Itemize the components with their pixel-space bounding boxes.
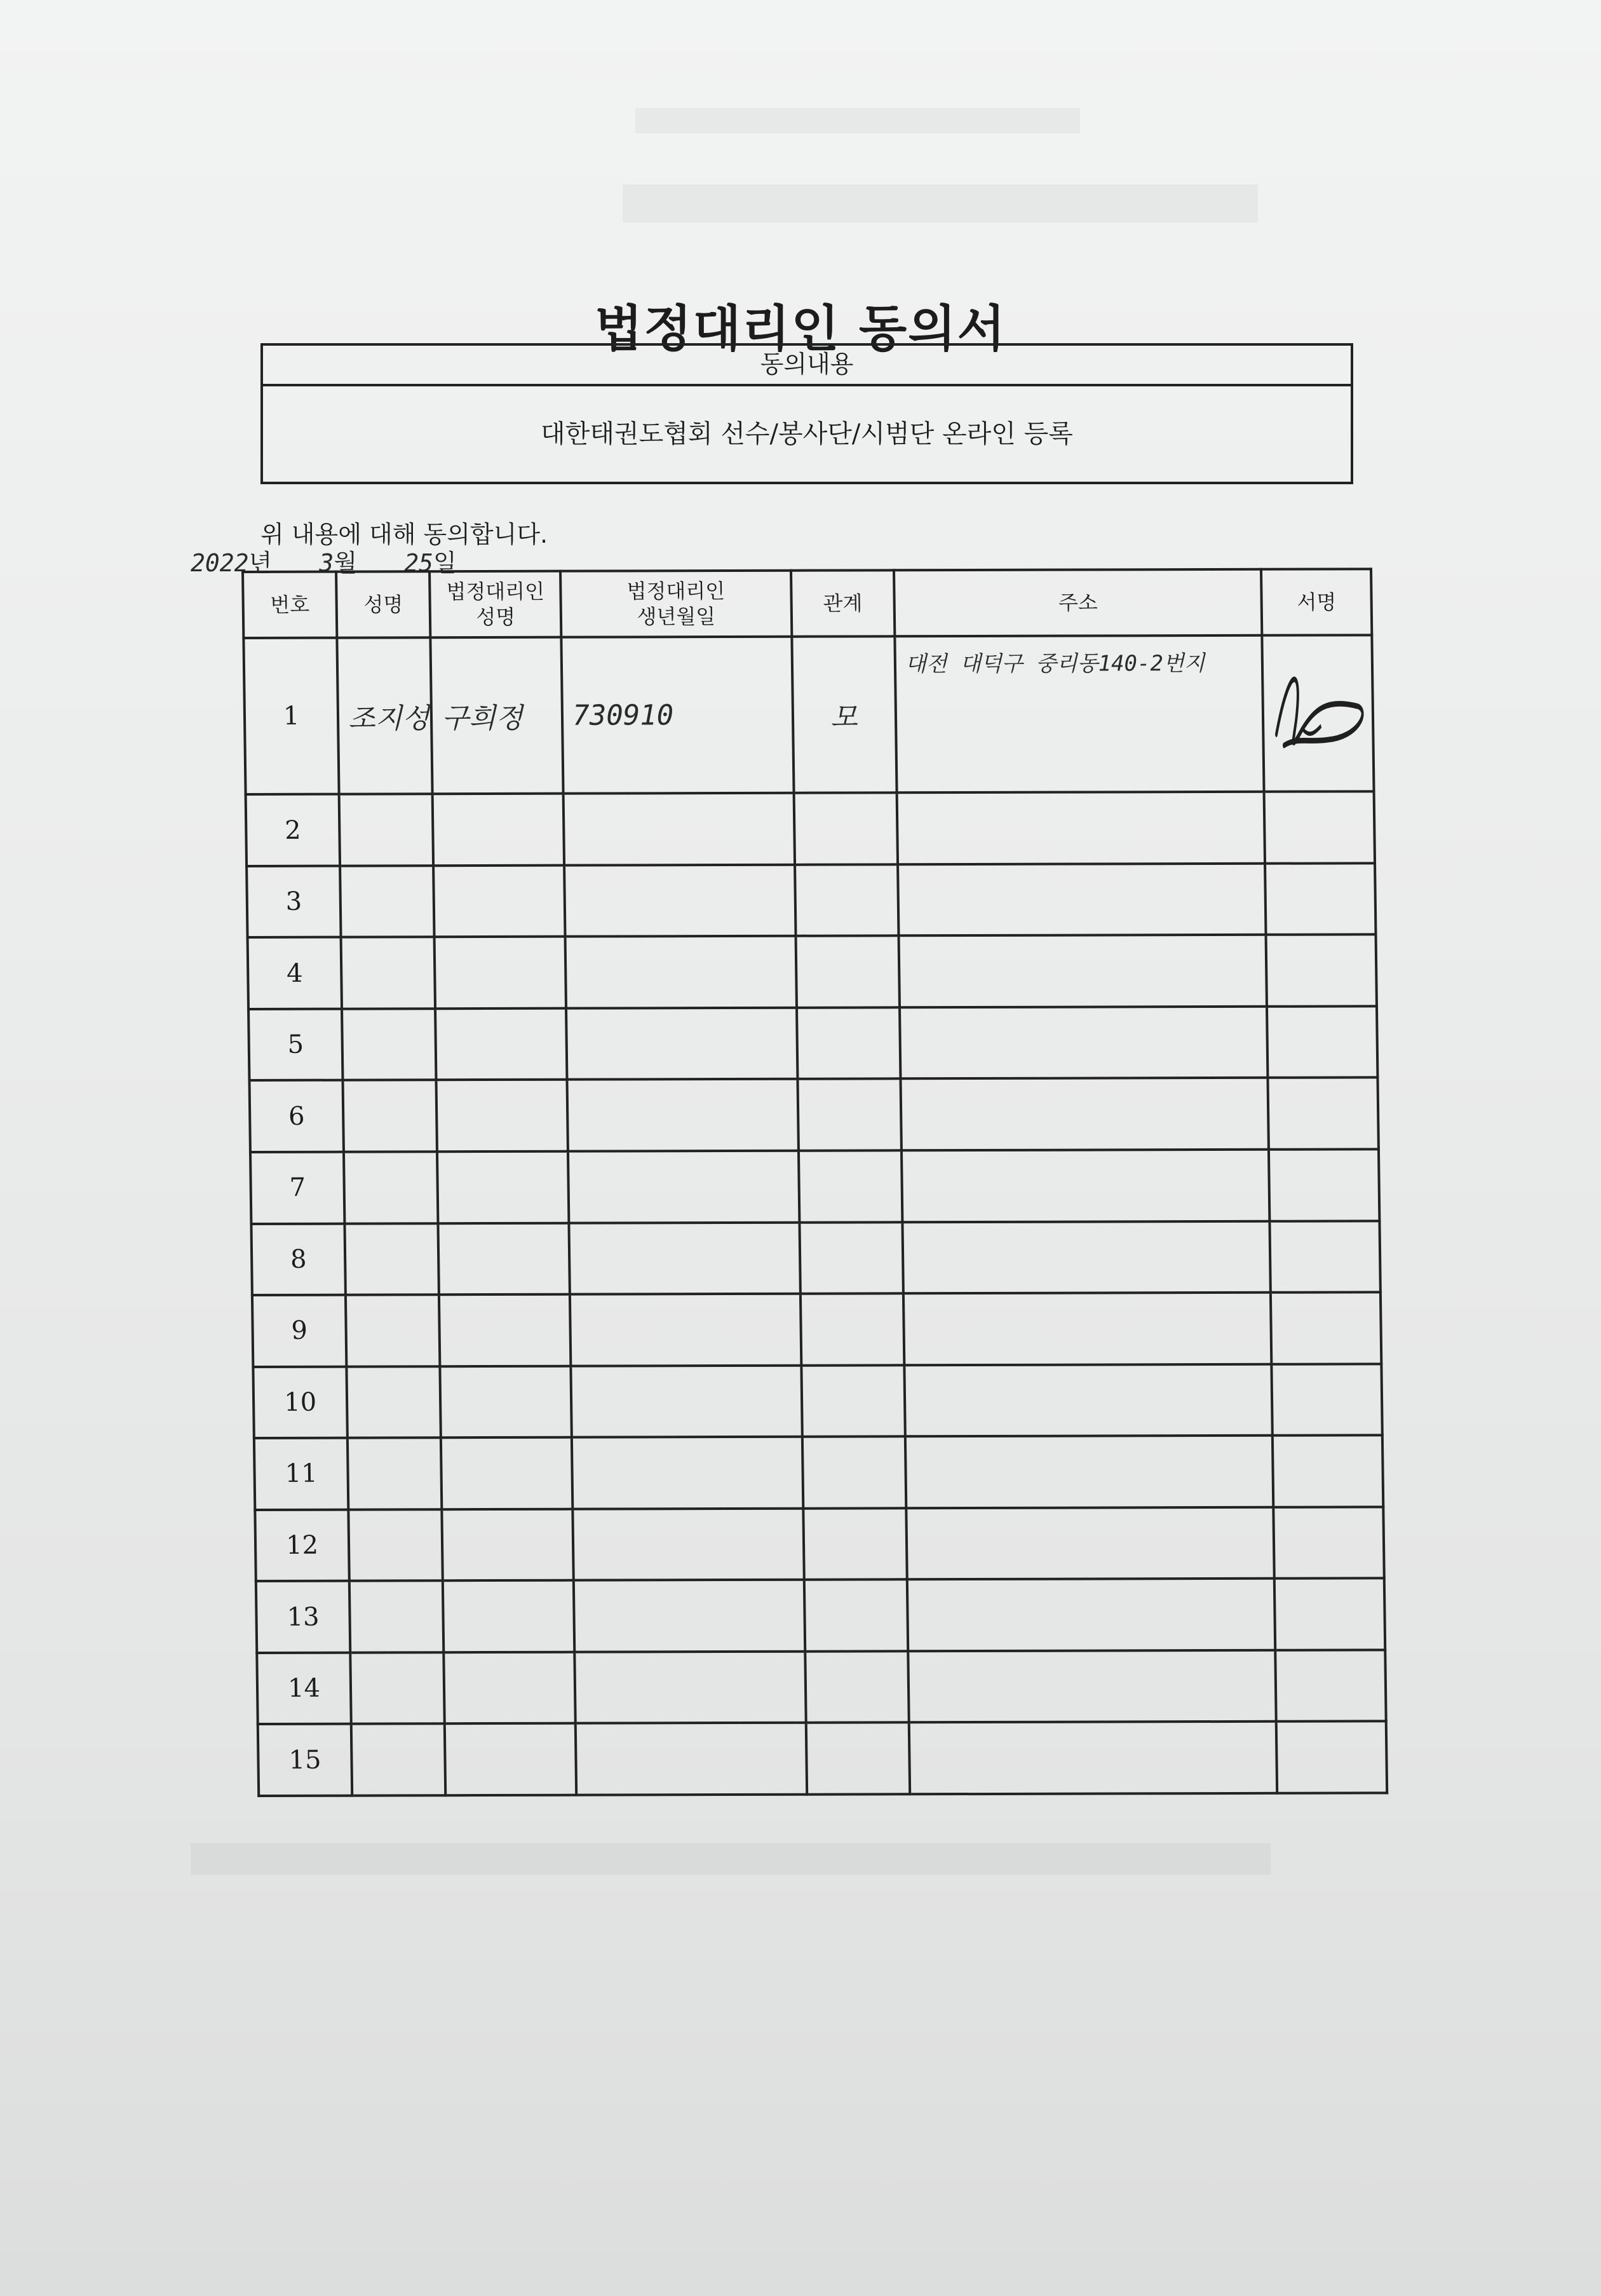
- cell-guardian-name: [440, 1366, 572, 1437]
- cell-relation: 모: [792, 636, 897, 793]
- document-title: 법정대리인 동의서: [595, 300, 1006, 358]
- cell-guardian-name: [437, 1151, 569, 1223]
- cell-address: [906, 1507, 1274, 1580]
- cell-guardian-name: [441, 1437, 572, 1509]
- cell-signature: [1271, 1292, 1381, 1364]
- cell-guardian-name: [436, 1080, 568, 1151]
- cell-address: [902, 1221, 1271, 1293]
- header-no: 번호: [243, 572, 337, 638]
- cell-signature: [1274, 1507, 1384, 1579]
- cell-signature: [1272, 1364, 1382, 1436]
- header-relation: 관계: [791, 570, 895, 636]
- cell-no: 2: [246, 794, 341, 866]
- table-row: [258, 1722, 1387, 1796]
- cell-name: [344, 1151, 438, 1223]
- date-year-value: 2022: [191, 549, 249, 577]
- cell-no: 14: [257, 1652, 351, 1724]
- table-row: [251, 1221, 1380, 1295]
- cell-name: [348, 1509, 443, 1581]
- cell-guardian-birth: [571, 1365, 802, 1437]
- cell-guardian-birth: [573, 1508, 804, 1580]
- cell-relation: [806, 1723, 910, 1795]
- cell-address: [909, 1722, 1278, 1794]
- guardian-table: [241, 567, 1388, 1797]
- cell-no: 15: [258, 1724, 353, 1796]
- cell-signature: [1268, 1078, 1379, 1150]
- header-name: 성명: [336, 571, 430, 637]
- cell-relation: [803, 1508, 907, 1580]
- cell-relation: [795, 864, 899, 936]
- cell-signature: [1276, 1650, 1386, 1722]
- cell-address: [900, 1078, 1269, 1150]
- cell-guardian-birth: [574, 1580, 805, 1652]
- cell-relation: [805, 1651, 909, 1723]
- cell-no: 3: [247, 866, 341, 937]
- cell-no: 11: [254, 1438, 349, 1510]
- cell-no: 12: [255, 1509, 349, 1581]
- table-row: [253, 1364, 1382, 1438]
- cell-relation: [797, 1079, 902, 1151]
- cell-address: [898, 935, 1267, 1007]
- cell-no: 8: [251, 1223, 346, 1295]
- cell-guardian-birth: [564, 865, 795, 937]
- cell-address: [898, 864, 1266, 936]
- cell-no: 4: [248, 937, 342, 1009]
- cell-relation: [797, 1007, 901, 1079]
- cell-guardian-birth: [576, 1723, 807, 1795]
- cell-relation: [799, 1150, 903, 1222]
- cell-signature: [1270, 1221, 1381, 1293]
- header-guardian-name-line2: 성명: [476, 604, 516, 630]
- consent-box-content: 대한태권도협회 선수/봉사단/시범단 온라인 등록: [541, 419, 1073, 449]
- header-guardian-name-line1: 법정대리인: [446, 579, 545, 604]
- date-month-unit: 월: [334, 549, 358, 577]
- bleed-through-mark: [623, 184, 1258, 222]
- cell-signature: [1262, 635, 1374, 792]
- cell-guardian-name: [439, 1294, 571, 1366]
- cell-guardian-birth: [568, 1151, 799, 1223]
- cell-guardian-name: [443, 1580, 574, 1652]
- cell-guardian-birth: [567, 1079, 799, 1151]
- cell-name: [347, 1366, 442, 1438]
- cell-address: [900, 1007, 1268, 1079]
- cell-relation: [800, 1293, 904, 1365]
- cell-name: [349, 1581, 444, 1653]
- cell-guardian-name: [442, 1509, 574, 1580]
- date-day-unit: 일: [433, 549, 457, 577]
- table-row: [250, 1149, 1379, 1223]
- cell-relation: [804, 1580, 908, 1652]
- table-row: [254, 1436, 1383, 1510]
- cell-name: [340, 866, 435, 937]
- cell-name: [342, 1009, 436, 1080]
- cell-relation: [802, 1436, 906, 1508]
- table-row: [247, 863, 1375, 937]
- cell-name: [351, 1724, 446, 1796]
- cell-guardian-name: [433, 794, 564, 866]
- cell-relation: [794, 793, 898, 865]
- cell-signature: [1266, 935, 1377, 1007]
- cell-signature: [1274, 1579, 1385, 1650]
- table-row: [246, 792, 1375, 866]
- cell-signature: [1264, 792, 1375, 864]
- table-row: [243, 635, 1374, 794]
- table-body: [243, 635, 1387, 1796]
- date-day-value: 25: [404, 549, 433, 577]
- table-row: [252, 1292, 1381, 1366]
- cell-address: [905, 1436, 1274, 1508]
- date-month-value: 3: [319, 549, 334, 577]
- cell-name: [346, 1294, 440, 1366]
- header-address: 주소: [894, 569, 1262, 637]
- cell-address: [904, 1364, 1273, 1436]
- cell-name: [343, 1080, 438, 1152]
- cell-guardian-name: [445, 1723, 576, 1795]
- table-row: [256, 1579, 1385, 1653]
- cell-guardian-name: [435, 937, 566, 1009]
- cell-name: 조지성: [337, 637, 433, 794]
- cell-guardian-name: [433, 865, 565, 937]
- header-guardian-birth: [560, 571, 792, 637]
- cell-signature: [1267, 1006, 1377, 1078]
- cell-signature: [1273, 1436, 1383, 1507]
- cell-address: 대전 대덕구 중리동140-2번지: [895, 635, 1264, 793]
- agree-statement: 위 내용에 대해 동의합니다.: [260, 520, 548, 548]
- cell-address: [902, 1150, 1270, 1222]
- table-header-row: [243, 569, 1372, 638]
- table-row: [257, 1650, 1386, 1724]
- cell-address: [903, 1293, 1272, 1365]
- cell-guardian-birth: [570, 1294, 801, 1366]
- cell-guardian-name: [444, 1652, 576, 1724]
- bleed-through-mark: [635, 108, 1080, 133]
- table-row: [255, 1507, 1384, 1581]
- consent-box: [260, 343, 1353, 484]
- cell-name: [345, 1223, 440, 1295]
- cell-name: [341, 937, 436, 1009]
- cell-no: 9: [252, 1295, 347, 1367]
- date-year-unit: 년: [248, 549, 273, 577]
- cell-no: 5: [248, 1009, 343, 1081]
- bleed-through-mark: [191, 1843, 1271, 1875]
- cell-guardian-birth: [566, 1008, 797, 1080]
- cell-name: [350, 1652, 445, 1724]
- cell-no: 13: [256, 1581, 351, 1653]
- cell-guardian-birth: [572, 1437, 803, 1509]
- cell-relation: [801, 1365, 905, 1437]
- cell-guardian-birth: [565, 936, 797, 1008]
- table-row: [248, 1006, 1377, 1080]
- cell-guardian-birth: [575, 1652, 806, 1723]
- cell-guardian-birth: [564, 793, 795, 865]
- cell-no: 6: [250, 1080, 344, 1152]
- cell-guardian-birth: 730910: [562, 637, 794, 794]
- consent-box-header: 동의내용: [263, 346, 1351, 386]
- cell-guardian-name: 구희정: [431, 637, 564, 794]
- header-guardian-name: [429, 571, 561, 638]
- cell-no: 1: [243, 638, 339, 795]
- cell-name: [348, 1437, 442, 1509]
- cell-signature: [1269, 1149, 1379, 1221]
- handwritten-signature-icon: [1264, 637, 1372, 790]
- cell-guardian-name: [435, 1009, 567, 1080]
- header-signature: 서명: [1261, 569, 1372, 635]
- cell-no: 10: [253, 1366, 348, 1438]
- cell-signature: [1265, 863, 1375, 935]
- cell-relation: [799, 1222, 903, 1294]
- cell-guardian-birth: [569, 1222, 800, 1294]
- cell-relation: [795, 936, 900, 1008]
- table-row: [248, 935, 1377, 1009]
- cell-signature: [1276, 1722, 1387, 1793]
- table-row: [250, 1078, 1379, 1152]
- cell-no: 7: [250, 1152, 345, 1224]
- header-guardian-birth-line1: 법정대리인: [626, 579, 726, 604]
- cell-address: [907, 1579, 1276, 1651]
- cell-guardian-name: [438, 1223, 570, 1294]
- cell-address: [897, 792, 1266, 864]
- header-guardian-birth-line2: 생년월일: [637, 604, 716, 629]
- cell-name: [339, 794, 434, 866]
- cell-address: [908, 1650, 1276, 1723]
